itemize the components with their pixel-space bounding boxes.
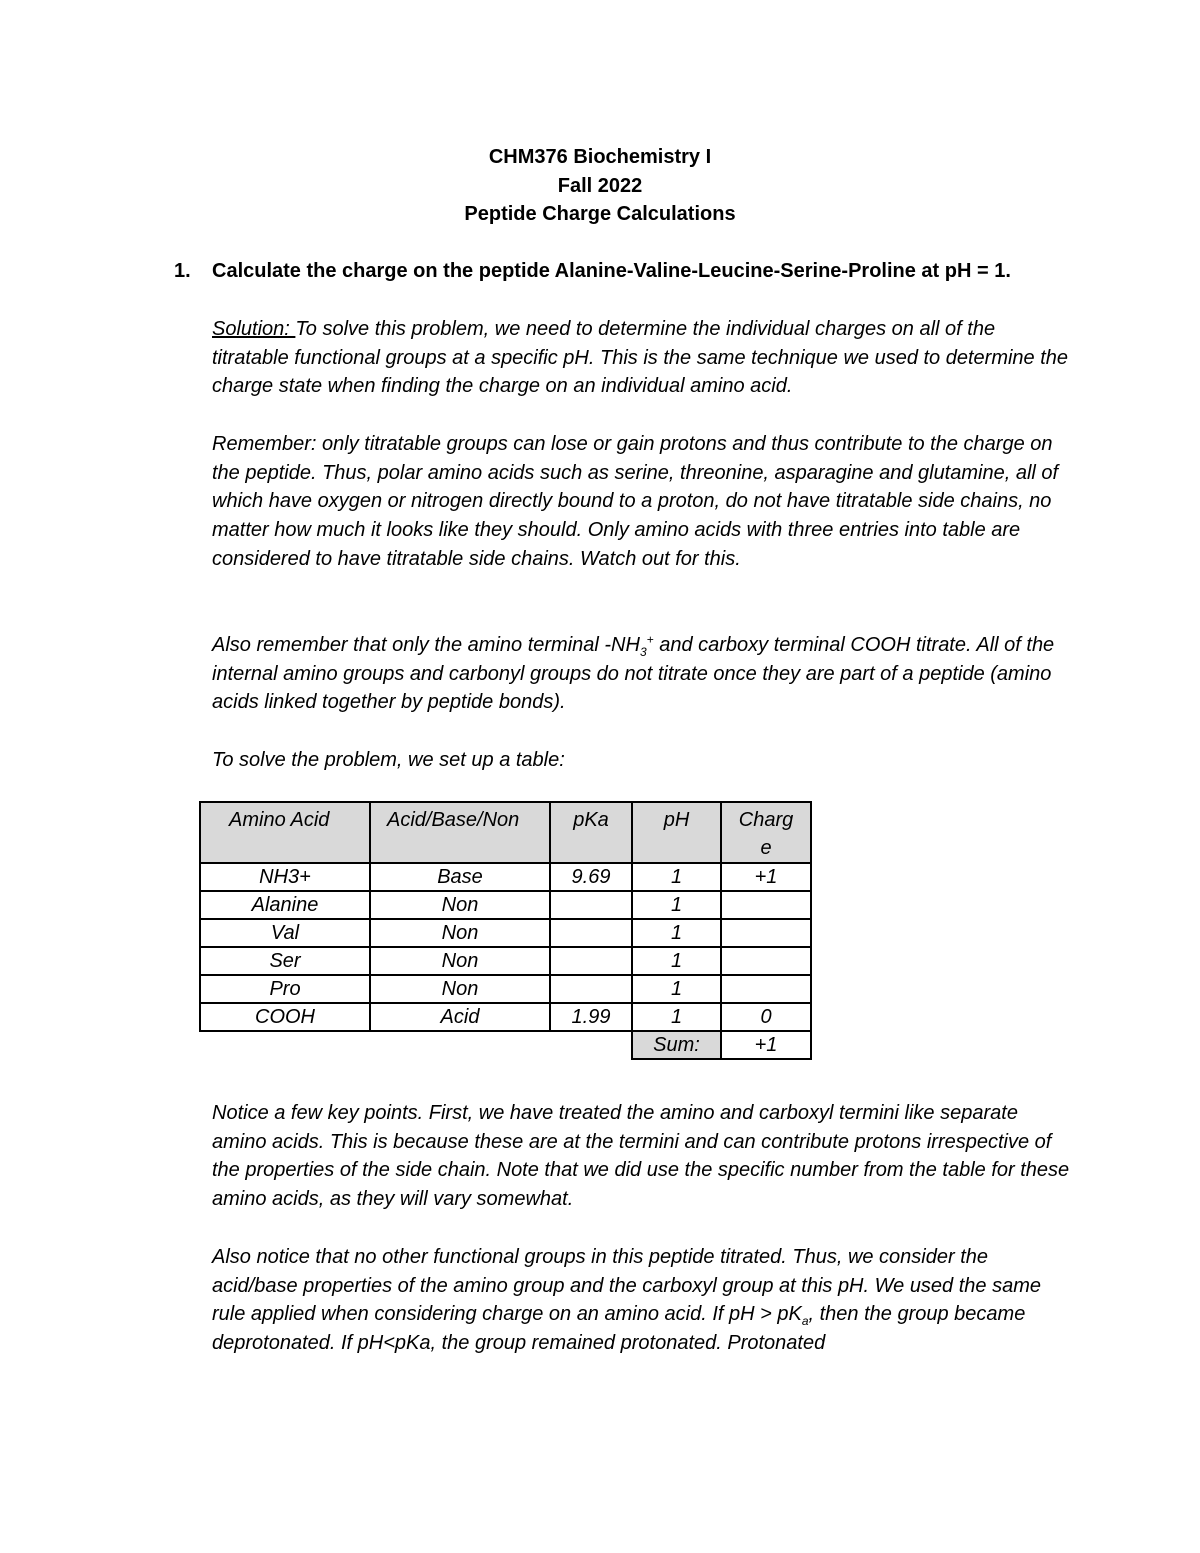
cell-type: Acid — [370, 1003, 550, 1031]
cell-amino-acid: NH3+ — [200, 863, 370, 891]
document-header — [0, 143, 1200, 229]
charge-table — [199, 801, 812, 1060]
header-amino-acid: Amino Acid — [200, 802, 370, 863]
header-pka: pKa — [550, 802, 632, 863]
table-sum-row — [200, 1031, 811, 1059]
question-text: Calculate the charge on the peptide Alanine-Valine-Leucine-Serine-Proline at pH = 1. — [212, 260, 1011, 282]
sum-value: +1 — [721, 1031, 811, 1059]
cell-amino-acid: COOH — [200, 1003, 370, 1031]
cell-amino-acid: Val — [200, 919, 370, 947]
cell-amino-acid: Pro — [200, 975, 370, 1003]
solution-text-1: To solve this problem, we need to determine the individual charges on all of the titratable functional groups at a specific pH. This is the same technique we used to determine the charge state when finding the charge on an individual amino acid. — [212, 318, 1069, 398]
cell-pka: 1.99 — [550, 1003, 632, 1031]
table-row — [200, 975, 811, 1003]
cell-ph: 1 — [632, 863, 721, 891]
p6-text-a: Also notice that no other functional groups in this peptide titrated. Thus, we consider the acid/base properties of the amino group and the carboxyl group at this pH. We used the same rule applied when considering charge on an amino acid. If pH > pK — [212, 1246, 1042, 1326]
cell-pka — [550, 947, 632, 975]
blank-cell — [370, 1031, 550, 1059]
header-charge: Charg e — [721, 802, 811, 863]
table-row — [200, 1003, 811, 1031]
p3-text-b: and carboxy terminal COOH titrate. All of the internal amino groups and carbonyl groups do not titrate once they are part of a peptide (amino acids linked together by peptide bonds). — [212, 634, 1055, 714]
solution-paragraph-1 — [212, 315, 1072, 401]
cell-type: Non — [370, 975, 550, 1003]
solution-paragraph-2: Remember: only titratable groups can lose or gain protons and thus contribute to the charge on the peptide. Thus, polar amino acids such as serine, threonine, asparagine and glutamine, all of which have oxygen or nitrogen directly bound to a proton, do not have titratable side chains, no matter how much it looks like they should. Only amino acids with three entries into table are considered to have titratable side chains. Watch out for this. — [212, 433, 1059, 570]
table-header-row — [200, 802, 811, 863]
sum-label: Sum: — [632, 1031, 721, 1059]
cell-type: Non — [370, 891, 550, 919]
header-ph: pH — [632, 802, 721, 863]
table-row — [200, 919, 811, 947]
cell-ph: 1 — [632, 1003, 721, 1031]
cell-amino-acid: Alanine — [200, 891, 370, 919]
cell-amino-acid: Ser — [200, 947, 370, 975]
table-row — [200, 863, 811, 891]
blank-cell — [550, 1031, 632, 1059]
question-1 — [174, 257, 1074, 285]
cell-type: Non — [370, 947, 550, 975]
header-acid-base-non: Acid/Base/Non — [370, 802, 550, 863]
cell-ph: 1 — [632, 891, 721, 919]
cell-charge — [721, 975, 811, 1003]
cell-type: Non — [370, 919, 550, 947]
cell-charge — [721, 891, 811, 919]
cell-pka — [550, 919, 632, 947]
cell-ph: 1 — [632, 975, 721, 1003]
solution-paragraph-3 — [212, 631, 1072, 717]
course-title: CHM376 Biochemistry I — [488, 146, 712, 168]
cell-charge: 0 — [721, 1003, 811, 1031]
notice-paragraph: Notice a few key points. First, we have treated the amino and carboxyl termini like separate amino acids. This is because these are at the termini and can contribute protons irrespective of the properties of the side chain. Note that we did use the specific number from the table for these amino acids, as they will vary somewhat. — [212, 1102, 1070, 1211]
p3-subscript: 3 — [639, 645, 647, 659]
p3-text-a: Also remember that only the amino terminal -NH — [212, 634, 640, 656]
cell-charge — [721, 947, 811, 975]
page-title: Peptide Charge Calculations — [464, 203, 736, 225]
solution-label: Solution: — [212, 318, 296, 340]
blank-cell — [200, 1031, 370, 1059]
p6-subscript: a — [801, 1314, 809, 1329]
cell-charge: +1 — [721, 863, 811, 891]
cell-ph: 1 — [632, 947, 721, 975]
p3-superscript: + — [646, 632, 654, 647]
term: Fall 2022 — [557, 174, 643, 197]
cell-pka — [550, 891, 632, 919]
cell-ph: 1 — [632, 919, 721, 947]
solution-paragraph-4: To solve the problem, we set up a table: — [212, 749, 565, 771]
question-number: 1. — [174, 260, 191, 282]
also-notice-paragraph — [212, 1243, 1072, 1358]
cell-charge — [721, 919, 811, 947]
p6-text-b: , then the group became deprotonated. If pH<pKa, the group remained protonated. Protonated — [212, 1303, 1026, 1355]
cell-type: Base — [370, 863, 550, 891]
table-row — [200, 947, 811, 975]
cell-pka: 9.69 — [550, 863, 632, 891]
cell-pka — [550, 975, 632, 1003]
table-row — [200, 891, 811, 919]
